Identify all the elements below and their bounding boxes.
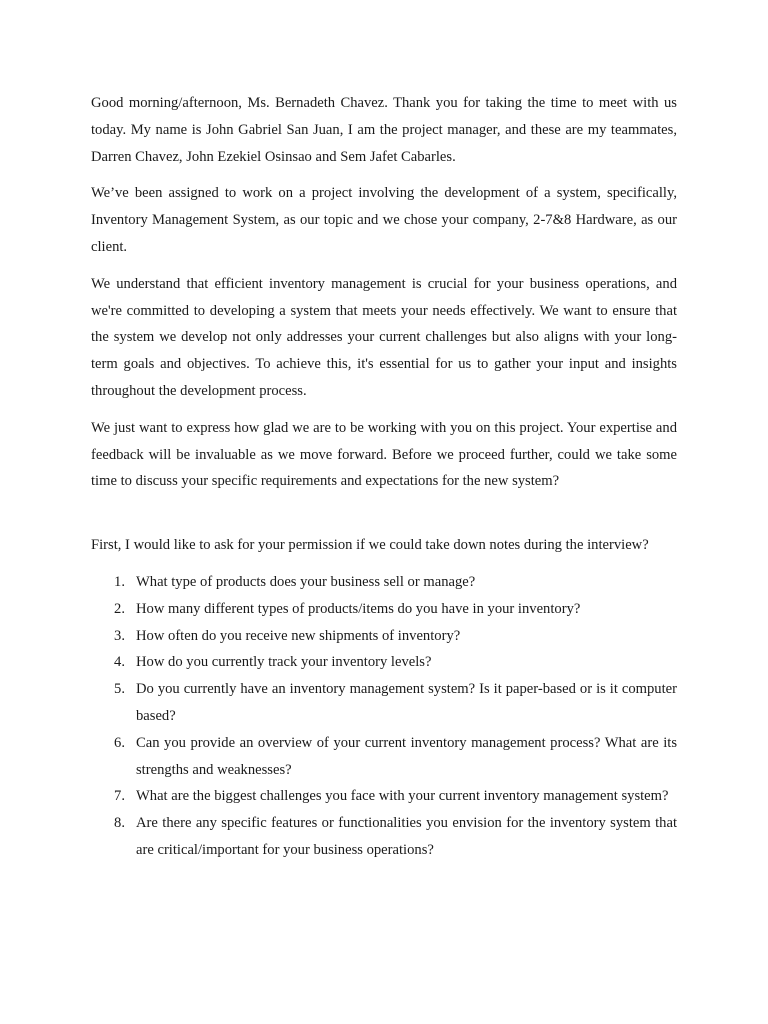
question-number: 4. — [114, 654, 125, 671]
question-item — [91, 730, 677, 784]
project-paragraph: We’ve been assigned to work on a project involving the development of a system, specifically, Inventory Management System, as our topic and we chose your company, 2-7&8 Hardware, as our client. — [91, 185, 677, 255]
question-item — [91, 810, 677, 864]
question-number: 8. — [114, 815, 125, 832]
appreciation-paragraph: We just want to express how glad we are to be working with you on this project. Your expertise and feedback will be invaluable as we move forward. Before we proceed further, could we take some time to discuss your specific requirements and expectations for the new system? — [91, 419, 677, 490]
question-text: Are there any specific features or functionalities you envision for the inventory system that are critical/important for your business operations? — [136, 815, 677, 858]
commitment-paragraph: We understand that efficient inventory management is crucial for your business operations, and we're committed to developing a system that meets your needs effectively. We want to ensure that the system we develop not only addresses your current challenges but also aligns with your long-term goals and objectives. To achieve this, it's essential for us to gather your input and insights throughout the development process. — [91, 275, 677, 399]
question-number: 6. — [114, 734, 125, 751]
permission-paragraph: First, I would like to ask for your permission if we could take down notes during the interview? — [91, 537, 649, 554]
question-item — [91, 676, 677, 730]
question-number: 5. — [114, 681, 125, 698]
document-page — [91, 90, 677, 864]
question-number: 1. — [114, 573, 125, 590]
question-number: 7. — [114, 788, 125, 805]
question-text: Do you currently have an inventory management system? Is it paper-based or is it computer based? — [136, 681, 677, 724]
question-item — [91, 783, 677, 810]
question-text: How do you currently track your inventory levels? — [136, 654, 432, 671]
question-text: How often do you receive new shipments of inventory? — [136, 627, 461, 644]
spacer — [91, 505, 677, 532]
question-number: 2. — [114, 600, 125, 617]
question-number: 3. — [114, 627, 125, 644]
question-item — [91, 649, 677, 676]
greeting-paragraph: Good morning/afternoon, Ms. Bernadeth Chavez. Thank you for taking the time to meet with us today. My name is John Gabriel San Juan, I am the project manager, and these are my teammates, Darren Chavez, John Ezekiel Osinsao and Sem Jafet Cabarles. — [91, 95, 677, 165]
question-item — [91, 596, 677, 623]
question-list — [91, 569, 677, 864]
question-item — [91, 569, 677, 596]
question-text: How many different types of products/items do you have in your inventory? — [136, 600, 581, 617]
question-text: What type of products does your business sell or manage? — [136, 573, 476, 590]
question-text: Can you provide an overview of your current inventory management process? What are its strengths and weaknesses? — [136, 734, 677, 778]
question-text: What are the biggest challenges you face with your current inventory management system? — [136, 788, 669, 805]
question-item — [91, 623, 677, 650]
